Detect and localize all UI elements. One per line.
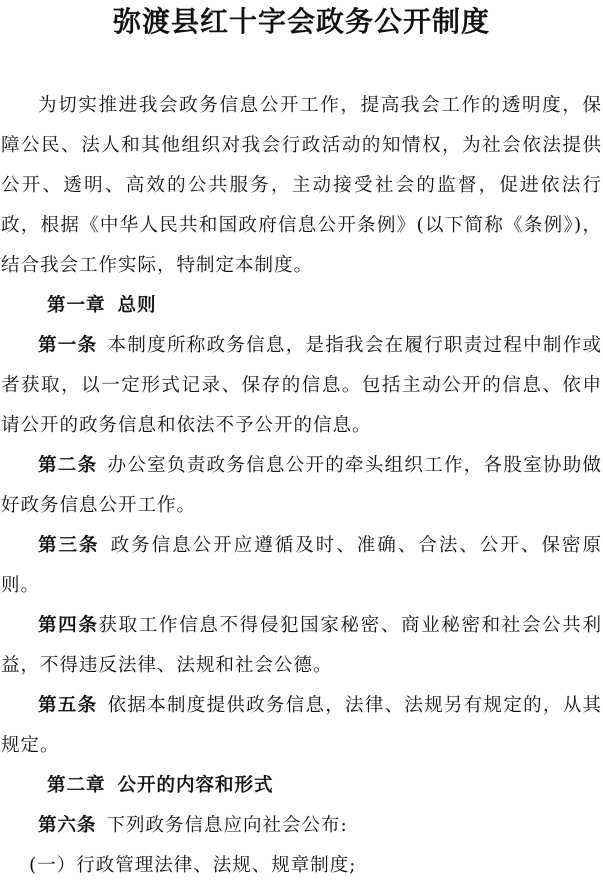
article-paragraph: [1, 686, 602, 766]
article-text: 下列政务信息应向社会公布:: [106, 815, 348, 836]
chapter-title: 总则: [117, 295, 157, 316]
article-text: 办公室负责政务信息公开的牵头组织工作，各股室协助做好政务信息公开工作。: [1, 455, 602, 516]
chapter-heading: [1, 286, 602, 326]
intro-paragraph: 为切实推进我会政务信息公开工作，提高我会工作的透明度，保障公民、法人和其他组织对我会行政活动的知情权，为社会依法提供公开、透明、高效的公共服务，主动接受社会的监督，促进依法行政，根据《中华人民共和国政府信息公开条例》(以下简称《条例》)，结合我会工作实际，特制定本制度。: [1, 95, 602, 276]
article-text: 获取工作信息不得侵犯国家秘密、商业秘密和社会公共利益，不得违反法律、法规和社会公德。: [1, 615, 602, 676]
article-label: 第五条: [38, 695, 98, 716]
article-text: 依据本制度提供政务信息，法律、法规另有规定的，从其规定。: [1, 695, 602, 756]
chapter-title: 公开的内容和形式: [117, 775, 274, 796]
article-paragraph: [1, 446, 602, 526]
chapter-label: 第二章: [47, 775, 106, 796]
article-paragraph: [1, 526, 602, 606]
chapter-label: 第一章: [47, 295, 106, 316]
document-title: 弥渡县红十字会政务公开制度: [112, 5, 490, 38]
document-body: [1, 86, 602, 886]
article-label: 第一条: [38, 335, 98, 356]
chapter-heading: [1, 766, 602, 806]
article-label: 第三条: [38, 535, 100, 556]
article-text: 本制度所称政务信息，是指我会在履行职责过程中制作或者获取，以一定形式记录、保存的信息。包括主动公开的信息、依申请公开的政务信息和依法不予公开的信息。: [1, 335, 602, 436]
article-label: 第六条: [38, 815, 97, 836]
article-paragraph: [1, 606, 602, 686]
article-label: 第四条: [38, 615, 99, 636]
list-item: (一）行政管理法律、法规、规章制度;: [29, 855, 357, 876]
article-label: 第二条: [38, 455, 98, 476]
article-paragraph: [1, 806, 602, 846]
article-text: 政务信息公开应遵循及时、准确、合法、公开、保密原则。: [1, 535, 602, 596]
article-paragraph: [1, 326, 602, 446]
